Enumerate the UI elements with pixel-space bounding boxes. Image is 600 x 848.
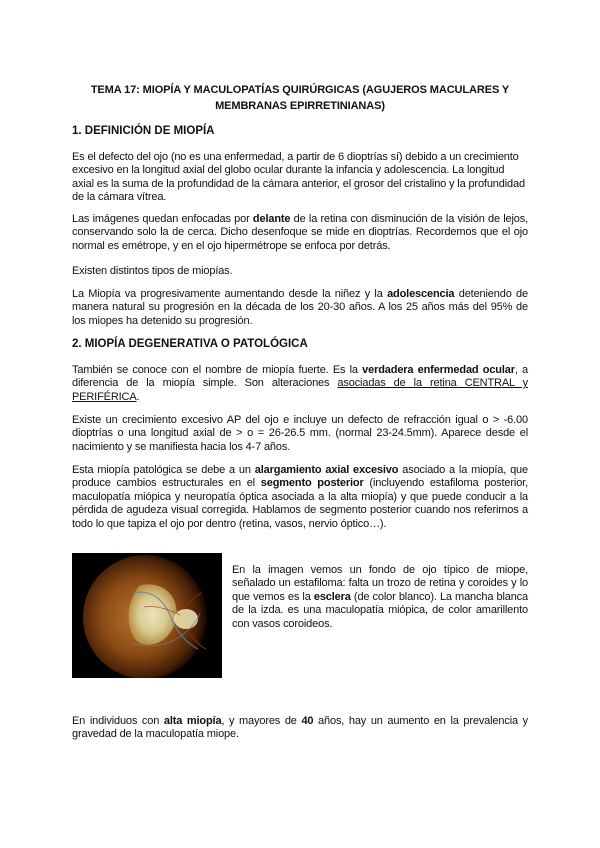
emphasis-40: 40 [301,715,314,727]
s1-paragraph-3: Existen distintos tipos de miopías. [72,265,233,277]
text-run: También se conoce con el nombre de miopía fuerte. Es la [72,364,363,376]
title-line-2: MEMBRANAS EPIRRETINIANAS) [215,100,385,112]
text-run: de la retina con disminución de la visión de lejos, conservando solo la de cerca. Dicho desenfoque se mide en dioptrías. Recordemos que el ojo normal es emétrope, y en el ojo hipermétrope se enfoca por detrás. [72,213,528,252]
text-run: , y mayores de [221,715,302,727]
emphasis-delante: delante [252,213,291,225]
s2-paragraph-3 [72,464,528,531]
s1-paragraph-2 [72,213,528,253]
document-title [72,82,528,114]
title-line-1: TEMA 17: MIOPÍA Y MACULOPATÍAS QUIRÚRGICAS (AGUJEROS MACULARES Y [90,84,510,96]
text-run: deteniendo de manera natural su progresión en la década de los 20-30 años. A los 25 años más del 95% de los miopes ha detenido su progresión. [72,288,528,327]
text-run: En individuos con [72,715,164,727]
text-run: . [136,390,140,403]
section-2-heading: 2. MIOPÍA DEGENERATIVA O PATOLÓGICA [72,338,308,350]
text-run: asociado a la miopía, que produce cambios estructurales en el [72,464,528,490]
text-run: , a diferencia de la miopía simple. Son alteraciones [72,364,529,390]
emphasis-segmento-posterior: segmento posterior [260,477,364,490]
text-run: años, hay un aumento en la prevalencia y gravedad de la maculopatía miope. [72,715,528,741]
s1-paragraph-1: Es el defecto del ojo (no es una enfermedad, a partir de 6 dioptrías sí) debido a un crecimiento excesivo en la longitud axial del globo ocular durante la infancia y adolescencia. La longitud axial es la suma de la profundidad de la cámara anterior, el grosor del cristalino y la profundidad de la cámara vítrea. [72,151,525,204]
emphasis-verdadera-enfermedad: verdadera enfermedad ocular [362,364,515,376]
text-run: (de color blanco). La mancha blanca de la izda. es una maculopatía miópica, de color amarillento con vasos coroideos. [232,590,528,630]
text-run: Las imágenes quedan enfocadas por [72,213,253,225]
section-1-heading: 1. DEFINICIÓN DE MIOPÍA [72,125,215,137]
fundus-image [72,553,222,678]
s2-paragraph-4 [72,715,528,742]
image-caption [232,564,528,631]
s2-paragraph-1 [72,364,528,404]
text-run: Esta miopía patológica se debe a un [72,464,255,476]
emphasis-adolescencia: adolescencia [387,288,455,300]
s2-paragraph-2: Existe un crecimiento excesivo AP del ojo e incluye un defecto de refracción igual o > -6.00 dioptrías o una longitud axial de > o = 26-26.5 mm. (normal 23-24.5mm). Aparece desde el nacimiento y se manifiesta hacia los 4-7 años. [72,414,528,453]
s1-paragraph-4 [72,288,528,328]
emphasis-alargamiento: alargamiento axial excesivo [254,464,399,476]
emphasis-alta-miopia: alta miopía [163,715,222,727]
emphasis-esclera: esclera [313,590,351,603]
fundus-photo [72,553,222,678]
text-run: (incluyendo estafiloma posterior, maculopatía miópica y neuropatía óptica asociada a la alta miopía) y que puede conducir a la pérdida de agudeza visual corregida. Hablamos de segmento posterior cuando nos referimos a todo lo que tapiza el ojo por dentro (retina, vasos, nervio óptico…). [72,477,528,530]
text-run: La Miopía va progresivamente aumentando desde la niñez y la [72,288,388,300]
text-run: En la imagen vemos un fondo de ojo típico de miope, señalado un estafiloma: falta un trozo de retina y coroides y lo que vemos es la [232,564,528,603]
underlined-retina-text: asociadas de la retina CENTRAL y PERIFÉRICA [72,377,528,403]
